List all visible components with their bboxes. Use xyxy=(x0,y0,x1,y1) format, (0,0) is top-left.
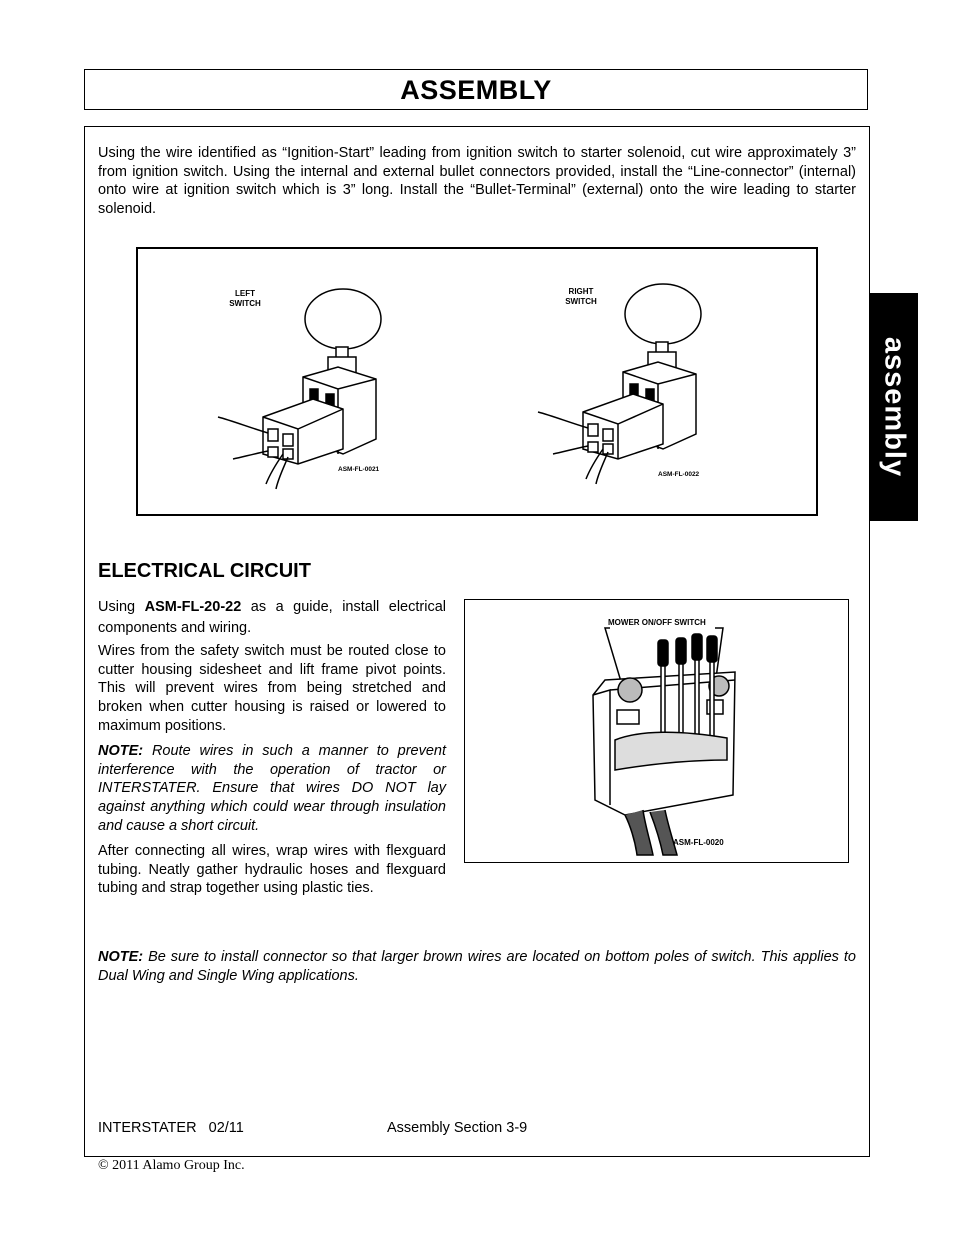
page-title: ASSEMBLY xyxy=(400,75,552,105)
mower-switch-illustration xyxy=(465,600,848,862)
mower-switch-label: MOWER ON/OFF SWITCH xyxy=(608,618,706,627)
left-figure-code: ASM-FL-0021 xyxy=(338,466,380,473)
left-switch-label-line1: LEFT xyxy=(235,289,255,298)
right-switch-drawing xyxy=(538,284,701,484)
note-routing-label: NOTE: xyxy=(98,743,144,759)
note-connector xyxy=(98,948,856,985)
side-tab-label: assembly xyxy=(878,336,910,478)
paragraph-guide-rest: as a guide, install electrical components and wiring. xyxy=(98,599,446,636)
note-routing xyxy=(98,742,446,836)
note-connector-label: NOTE: xyxy=(98,949,144,965)
intro-paragraph: Using the wire identified as “Ignition-Start” leading from ignition switch to starter solenoid, cut wire approximately 3” from ignition switch. Using the internal and external bullet connectors provided, install the “Line-connector” (internal) onto wire at ignition switch which is 3” long. Install the “Bullet-Terminal” (external) onto the wire leading to starter solenoid. xyxy=(98,145,856,218)
mower-switch-drawing xyxy=(593,628,735,855)
switch-illustration xyxy=(138,249,816,514)
section-side-tab xyxy=(869,293,918,521)
switch-figure xyxy=(136,247,818,516)
right-switch-label-line1: RIGHT xyxy=(568,287,594,296)
right-figure-code: ASM-FL-0022 xyxy=(658,471,700,478)
drawing-reference: ASM-FL-20-22 xyxy=(144,599,242,615)
right-switch-label-line2: SWITCH xyxy=(565,297,597,306)
note-connector-text: Be sure to install connector so that larger brown wires are located on bottom poles of switch. This applies to Dual Wing and Single Wing applications. xyxy=(98,949,856,984)
paragraph-routing: Wires from the safety switch must be routed close to cutter housing sidesheet and lift frame pivot points. This will prevent wires from being stretched and broken when cutter housing is raised or lowered to maximum positions. xyxy=(98,643,446,734)
note-routing-text: Route wires in such a manner to prevent interference with the operation of tractor or INTERSTATER. Ensure that wires DO NOT lay against anything which could wear through insulation and cause a short circuit. xyxy=(98,743,446,834)
footer-model-date: INTERSTATER 02/11 xyxy=(98,1120,244,1136)
section-heading: ELECTRICAL CIRCUIT xyxy=(98,560,311,582)
footer-copyright: © 2011 Alamo Group Inc. xyxy=(98,1158,245,1173)
footer-page-section: Assembly Section 3-9 xyxy=(387,1120,528,1136)
left-switch-drawing xyxy=(218,289,381,489)
paragraph-flexguard: After connecting all wires, wrap wires with flexguard tubing. Neatly gather hydraulic hoses and flexguard tubing and strap together using plastic ties. xyxy=(98,843,446,897)
page-header xyxy=(84,69,868,110)
left-switch-label-line2: SWITCH xyxy=(229,299,261,308)
paragraph-guide-prefix: Using xyxy=(98,599,145,615)
mower-switch-figure xyxy=(464,599,849,863)
paragraph-guide xyxy=(98,597,446,639)
mower-figure-code: ASM-FL-0020 xyxy=(673,838,724,847)
